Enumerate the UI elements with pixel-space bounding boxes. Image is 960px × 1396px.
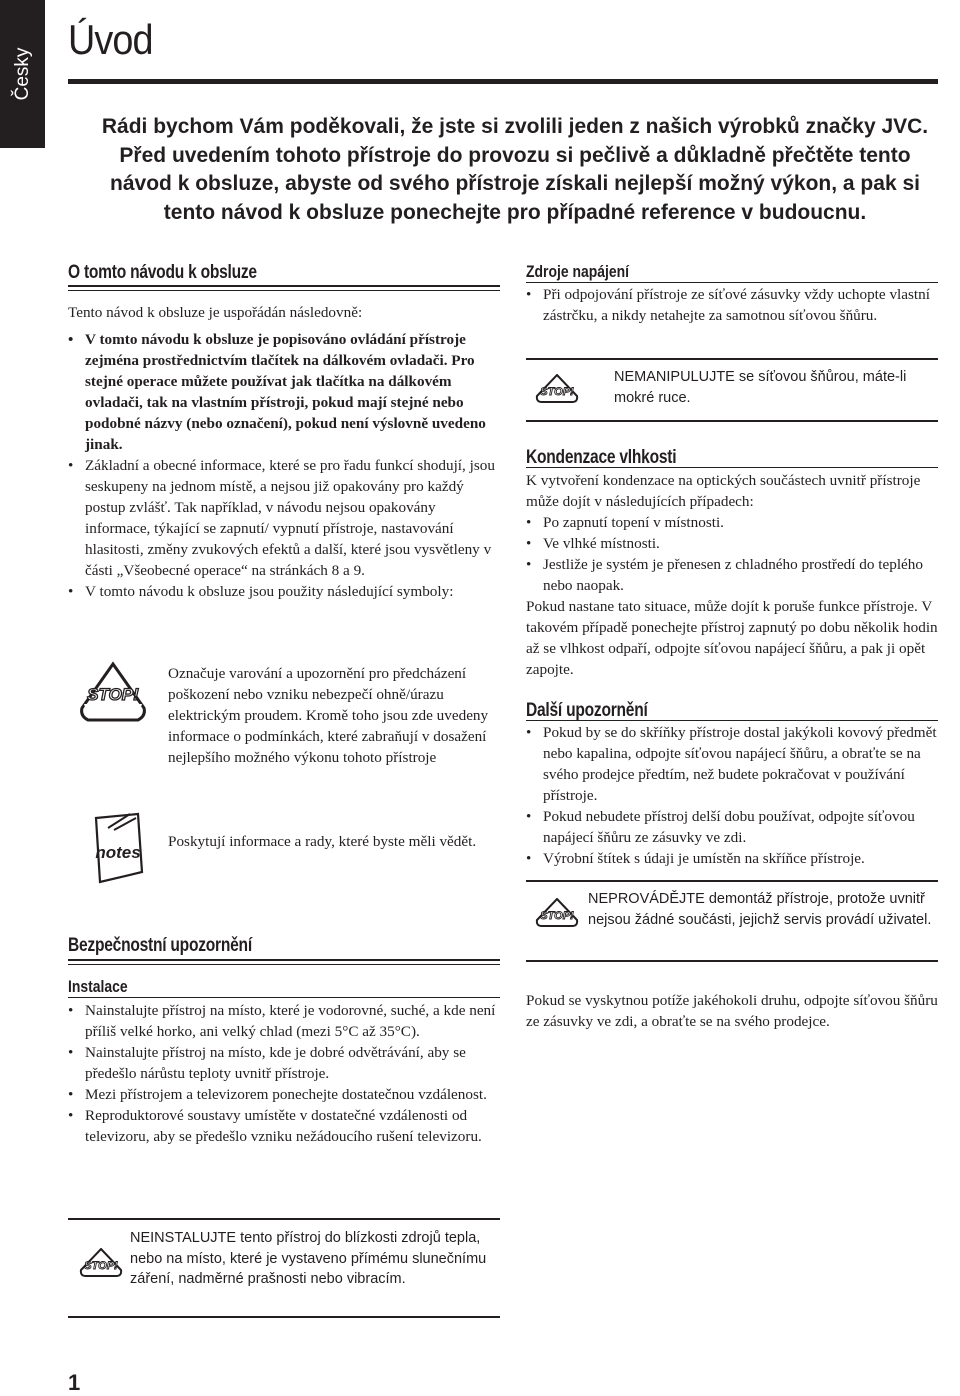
about-lead: Tento návod k obsluze je uspořádán následovně:	[68, 304, 363, 321]
condensation-bullet-3: • Jestliže je systém je přenesen z chladného prostředí do teplého nebo naopak.	[526, 554, 946, 596]
condensation-text: Pokud nastane tato situace, může dojít k poruše funkce přístroje. V takovém případě ponechejte přístroj zapnutý po dobu několik hodin až se vlhkost odpaří, odpojte síťovou napájecí šňůru, a pak ji opět zapojte.	[526, 598, 938, 678]
install-bullet-3: • Mezi přístrojem a televizorem ponechejte dostatečnou vzdálenost.	[68, 1084, 503, 1105]
stop-symbol-description: Označuje varování a upozornění pro předcházení poškození nebo vzniku nebezpečí ohně/úrazu elektrickým proudem. Kromě toho jsou zde uvedeny informace o podmínkách, které zabraňují v dosažení nejlepšího možného výkonu tohoto přístroje	[168, 665, 489, 766]
svg-text:notes: notes	[95, 843, 141, 862]
about-bullet-2: • Základní a obecné informace, které se pro řadu funkcí shodují, jsou seskupeny na jednom místě, a nejsou již opakovány pro každý postup zvlášť. Tak například, v návodu nejsou opakovány informace, týkající se zapnutí/ vypnutí přístroje, nastavování hlasitosti, změny zvukových efektů a další, které jsou vysvětleny v části „Všeobecné operace“ na stránkách 8 a 9.	[68, 455, 503, 581]
other-bullet-1: • Pokud by se do skříňky přístroje dostal jakýkoli kovový předmět nebo kapalina, odpojte síťovou napájecí šňůru, a obraťte se na svého prodejce předtím, než budete pokračovat v používání přístroje.	[526, 722, 946, 806]
condensation-bullet-1: • Po zapnutí topení v místnosti.	[526, 512, 946, 533]
language-tab-label: Česky	[11, 47, 33, 101]
stop-icon	[534, 374, 580, 404]
install-heading-rule	[68, 997, 500, 998]
other-warning-text: NEPROVÁDĚJTE demontáž přístroje, protože uvnitř nejsou žádné součásti, jejichž servis provádí uživatel.	[588, 891, 932, 928]
power-bullet-1: • Při odpojování přístroje ze síťové zásuvky vždy uchopte vlastní zástrčku, a nikdy netahejte za samotnou síťovou šňůru.	[526, 284, 946, 326]
language-tab	[0, 0, 45, 148]
install-bullet-2: • Nainstalujte přístroj na místo, kde je dobré odvětrávání, aby se předešlo nárůstu teploty uvnitř přístroje.	[68, 1042, 503, 1084]
install-warning-box	[68, 1218, 500, 1318]
about-heading-rule	[68, 285, 500, 291]
svg-text:STOP!: STOP!	[87, 685, 139, 704]
page-title: Úvod	[68, 16, 153, 63]
about-heading: O tomto návodu k obsluze	[68, 262, 257, 283]
intro-paragraph: Rádi bychom Vám poděkovali, že jste si zvolili jeden z našich výrobků značky JVC. Před uvedením tohoto přístroje do provozu si pečlivě a důkladně přečtěte tento návod k obsluze, abyste od svého přístroje získali nejlepší možný výkon, a pak si tento návod k obsluze ponechejte pro případné reference v budoucnu.	[101, 115, 929, 224]
final-paragraph: Pokud se vyskytnou potíže jakéhokoli druhu, odpojte síťovou šňůru ze zásuvky ve zdi, a obraťte se na svého prodejce.	[526, 992, 938, 1030]
power-warning-text: NEMANIPULUJTE se síťovou šňůrou, máte-li mokré ruce.	[614, 369, 907, 406]
safety-heading: Bezpečnostní upozornění	[68, 935, 252, 956]
title-rule	[68, 79, 938, 84]
install-heading: Instalace	[68, 977, 128, 996]
install-bullet-4: • Reproduktorové soustavy umístěte v dostatečné vzdálenosti od televizoru, aby se předešlo vzniku nežádoucího rušení televizoru.	[68, 1105, 503, 1147]
other-bullet-3: • Výrobní štítek s údaji je umístěn na skříňce přístroje.	[526, 848, 946, 869]
other-warning-box	[526, 880, 938, 962]
other-heading: Další upozornění	[526, 700, 648, 721]
install-bullet-1: • Nainstalujte přístroj na místo, které je vodorovné, suché, a kde není příliš velké horko, ani velký chlad (mezi 5°C až 35°C).	[68, 1000, 503, 1042]
stop-icon	[78, 1248, 124, 1278]
power-heading: Zdroje napájení	[526, 262, 630, 281]
about-bullet-3: • V tomto návodu k obsluze jsou použity následující symboly:	[68, 581, 503, 602]
condensation-heading-rule	[526, 467, 938, 468]
page-number: 1	[68, 1370, 81, 1395]
about-section	[68, 302, 503, 602]
other-section	[526, 722, 946, 869]
condensation-bullet-2: • Ve vlhké místnosti.	[526, 533, 946, 554]
other-bullet-2: • Pokud nebudete přístroj delší dobu používat, odpojte síťovou napájecí šňůru ze zásuvky ve zdi.	[526, 806, 946, 848]
svg-text:STOP!: STOP!	[540, 386, 574, 398]
notes-symbol-description: Poskytují informace a rady, které byste měli vědět.	[168, 833, 477, 850]
safety-heading-rule	[68, 959, 500, 965]
condensation-heading: Kondenzace vlhkosti	[526, 447, 677, 468]
install-warning-text: NEINSTALUJTE tento přístroj do blízkosti zdrojů tepla, nebo na místo, které je vystaveno přímému slunečnímu záření, nadměrné prašnosti nebo vibracím.	[130, 1230, 487, 1287]
notes-icon	[86, 810, 152, 886]
power-section	[526, 284, 946, 326]
stop-icon	[534, 898, 580, 928]
svg-text:STOP!: STOP!	[84, 1260, 118, 1272]
install-section	[68, 1000, 503, 1147]
about-bullet-1: • V tomto návodu k obsluze je popisováno ovládání přístroje zejména prostřednictvím tlačítek na dálkovém ovladači. Pro stejné operace můžete používat jak tlačítka na dálkovém ovladači, tak na vlastním přístroji, pokud mají stejné nebo podobné názvy (nebo označení), pokud není výslovně uvedeno jinak.	[68, 329, 503, 455]
condensation-lead: K vytvoření kondenzace na optických součástech uvnitř přístroje může dojít v následujících případech:	[526, 472, 921, 510]
power-warning-box	[526, 358, 938, 422]
other-heading-rule	[526, 720, 938, 721]
stop-icon	[76, 660, 150, 730]
condensation-section	[526, 470, 946, 680]
power-heading-rule	[526, 282, 938, 283]
svg-text:STOP!: STOP!	[540, 910, 574, 922]
